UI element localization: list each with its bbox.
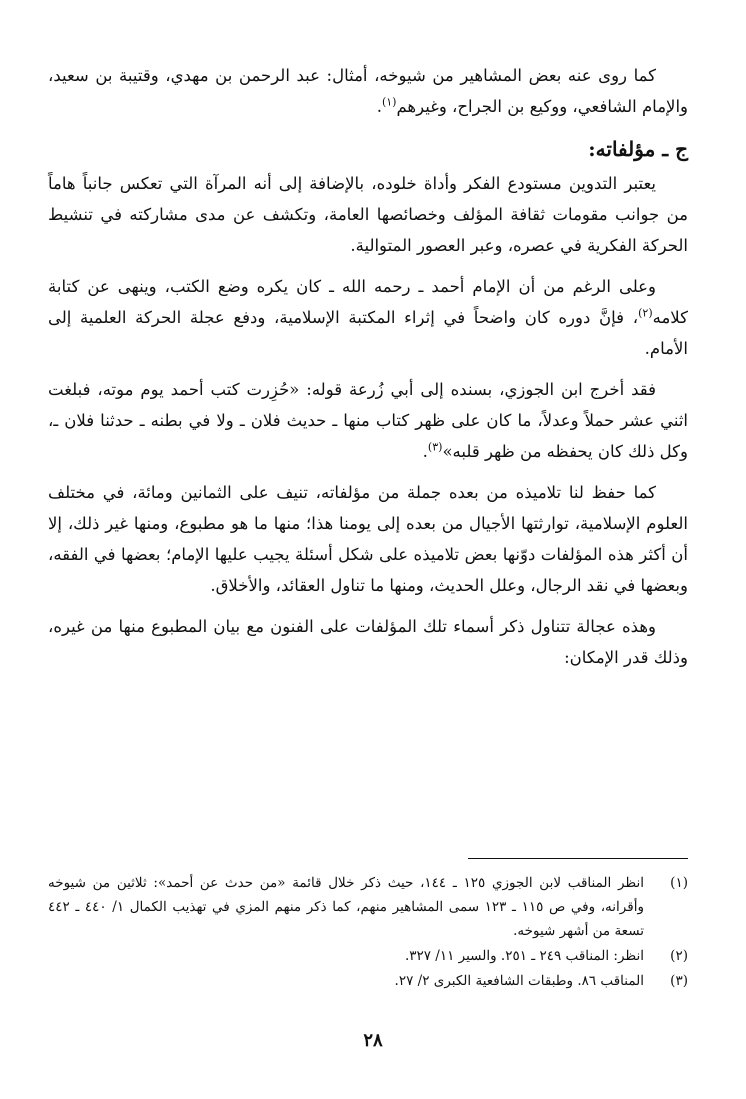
- paragraph-ibn-jawzi-quote: فقد أخرج ابن الجوزي، بسنده إلى أبي زُرعة قوله: «حُزِرت كتب أحمد يوم موته، فبلغت اثني عشر حملاً وعدلاً، ما كان على ظهر كتاب منها ـ حديث فلان ـ ولا في بطنه ـ حدثنا فلان ـ، وكل ذلك كان يحفظه من ظهر قلبه»$^{(٣)}$.: [48, 380, 688, 461]
- footnote-3: [48, 969, 688, 993]
- footnotes-section: [48, 858, 688, 994]
- footnote-ref-1[interactable]: (١): [381, 95, 397, 109]
- footnote-number: (٢): [670, 948, 688, 964]
- page-body: [48, 60, 688, 683]
- footnote-divider: [468, 858, 688, 859]
- footnote-1: [48, 871, 688, 943]
- footnote-ref-3[interactable]: (٣): [427, 440, 443, 454]
- section-heading: ج ـ مؤلفاته:: [588, 137, 688, 161]
- footnote-number: (٣): [670, 973, 688, 989]
- paragraph-students: كما روى عنه بعض المشاهير من شيوخه، أمثال: عبد الرحمن بن مهدي، وقتيبة بن سعيد، والإمام الشافعي، ووكيع بن الجراح، وغيرهم$^{(١)}$.: [48, 66, 688, 116]
- footnote-number: (١): [670, 875, 688, 891]
- footnote-text: المناقب ٨٦. وطبقات الشافعية الكبرى ٢/ ٢٧.: [394, 973, 644, 989]
- footnote-text: انظر المناقب لابن الجوزي ١٢٥ ـ ١٤٤، حيث ذكر خلال قائمة «من حدث عن أحمد»: ثلاثين من شيوخه وأقرانه، وفي ص ١١٥ ـ ١٢٣ سمى المشاهير منهم، كما ذكر منهم المزي في تهذيب الكمال ١/ ٤٤٠ ـ ٤٤٢ تسعة من أشهر شيوخه.: [48, 875, 644, 939]
- paragraph-students-works: كما حفظ لنا تلاميذه من بعده جملة من مؤلفاته، تنيف على الثمانين ومائة، في مختلف العلوم الإسلامية، توارثتها الأجيال من بعده إلى يومنا هذا؛ منها ما هو مطبوع، ومنها غير ذلك، إلا أن أكثر هذه المؤلفات دوّنها بعض تلاميذه على شكل أسئلة يجيب عليها الإمام؛ بعضها في الفقه، وبعضها في نقد الرجال، وعلل الحديث، ومنها ما تناول العقائد، والأخلاق.: [48, 483, 688, 595]
- paragraph-writing-intro: يعتبر التدوين مستودع الفكر وأداة خلوده، بالإضافة إلى أنه المرآة التي تعكس جانباً هاماً من جوانب مقومات ثقافة المؤلف وخصائصها العامة، وتكشف عن مدى مشاركته في تنشيط الحركة الفكرية في عصره، وعبر العصور المتوالية.: [48, 174, 688, 255]
- footnote-2: [48, 944, 688, 968]
- paragraph-summary: وهذه عجالة تتناول ذكر أسماء تلك المؤلفات على الفنون مع بيان المطبوع منها من غيره، وذلك قدر الإمكان:: [48, 617, 688, 667]
- page-number: ٢٨: [363, 1030, 383, 1051]
- footnote-text: انظر: المناقب ٢٤٩ ـ ٢٥١. والسير ١١/ ٣٢٧.: [404, 948, 644, 964]
- footnote-ref-2[interactable]: (٢): [638, 306, 653, 320]
- paragraph-imam-books: وعلى الرغم من أن الإمام أحمد ـ رحمه الله ـ كان يكره وضع الكتب، وينهى عن كتابة كلامه$^{(٢)}$، فإنَّ دوره كان واضحاً في إثراء المكتبة الإسلامية، ودفع عجلة الحركة العلمية إلى الأمام.: [48, 277, 688, 358]
